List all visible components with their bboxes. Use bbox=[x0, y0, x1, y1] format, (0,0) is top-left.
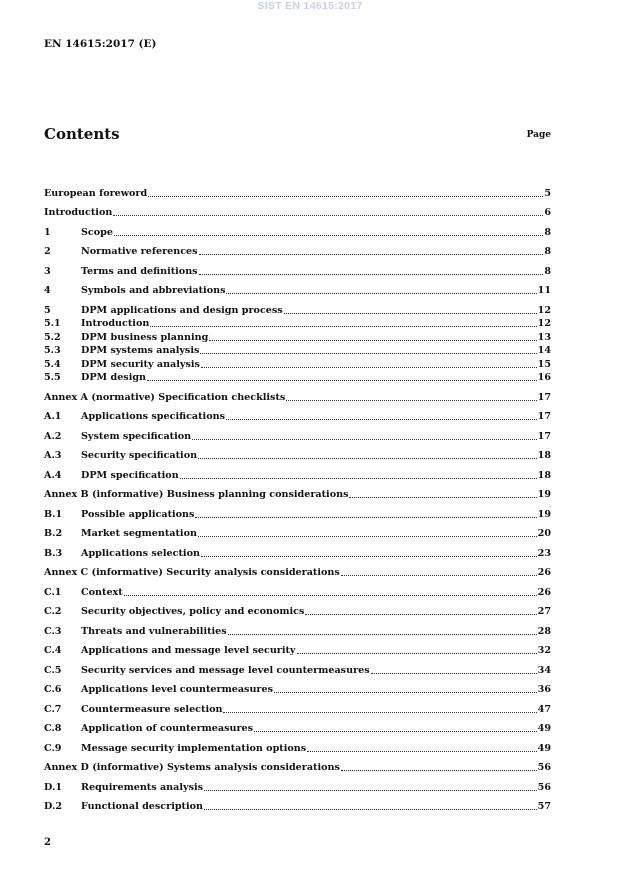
toc-entry-title: Applications level countermeasures bbox=[81, 684, 273, 695]
dot-leader bbox=[223, 712, 536, 713]
dot-leader bbox=[201, 556, 537, 557]
dot-leader bbox=[226, 293, 536, 294]
dot-leader bbox=[114, 235, 543, 236]
toc-entry-number: A.3 bbox=[44, 450, 62, 461]
dot-leader bbox=[150, 326, 536, 327]
toc-entry-number: 5 bbox=[44, 304, 51, 316]
toc-entry-title: Symbols and abbreviations bbox=[81, 285, 226, 296]
toc-entry-title: Security services and message level countermeasures bbox=[81, 664, 370, 676]
toc-entry-page: 17 bbox=[537, 411, 551, 422]
toc-entry-page: 49 bbox=[537, 723, 551, 734]
toc-entry[interactable] bbox=[44, 761, 551, 775]
toc-entry-title: Possible applications bbox=[81, 508, 195, 520]
toc-entry-title: Countermeasure selection bbox=[81, 703, 223, 715]
toc-entry[interactable] bbox=[44, 284, 551, 298]
toc-entry-page: 47 bbox=[537, 703, 551, 715]
toc-entry-title: DPM systems analysis bbox=[81, 345, 200, 356]
toc-entry-number: 5.3 bbox=[44, 345, 61, 356]
toc-entry-number: C.3 bbox=[44, 625, 62, 637]
toc-entry-number: B.1 bbox=[44, 508, 63, 520]
toc-entry-title: DPM specification bbox=[81, 469, 179, 481]
toc-entry[interactable] bbox=[44, 449, 551, 463]
dot-leader bbox=[284, 313, 537, 314]
toc-entry-title: Functional description bbox=[81, 801, 203, 812]
toc-entry[interactable] bbox=[44, 317, 551, 331]
dot-leader bbox=[307, 751, 537, 752]
toc-entry-title: Threats and vulnerabilities bbox=[81, 625, 227, 637]
toc-entry-title: DPM business planning bbox=[81, 331, 209, 343]
dot-leader bbox=[204, 809, 537, 810]
toc-entry-page: 19 bbox=[537, 489, 551, 500]
toc-entry-number: C.9 bbox=[44, 742, 62, 754]
toc-entry-page: 12 bbox=[537, 304, 551, 316]
toc-entry-title: Normative references bbox=[81, 246, 198, 257]
toc-entry[interactable] bbox=[44, 206, 551, 220]
toc-entry-page: 26 bbox=[537, 586, 551, 598]
dot-leader bbox=[371, 673, 537, 674]
toc-entry-number: 5.2 bbox=[44, 331, 61, 343]
toc-entry-title: Application of countermeasures bbox=[81, 723, 254, 734]
contents-heading: Contents bbox=[44, 125, 120, 143]
toc-entry[interactable] bbox=[44, 357, 551, 371]
toc-entry-page: 36 bbox=[537, 684, 551, 695]
toc-entry-number: 3 bbox=[44, 265, 51, 277]
toc-entry-title: Annex A (normative) Specification checklists bbox=[44, 391, 286, 403]
toc-entry[interactable] bbox=[44, 605, 551, 619]
toc-entry[interactable] bbox=[44, 303, 551, 317]
toc-entry-title: Introduction bbox=[81, 318, 150, 329]
toc-entry-title: Terms and definitions bbox=[81, 265, 198, 277]
dot-leader bbox=[148, 196, 543, 197]
toc-entry-page: 8 bbox=[544, 265, 551, 277]
toc-entry-number: A.4 bbox=[44, 469, 62, 481]
dot-leader bbox=[349, 497, 536, 498]
document-id: EN 14615:2017 (E) bbox=[44, 38, 157, 50]
toc-entry-page: 32 bbox=[537, 645, 551, 656]
toc-entry-title: Security objectives, policy and economics bbox=[81, 606, 305, 617]
dot-leader bbox=[147, 380, 537, 381]
toc-entry[interactable] bbox=[44, 800, 551, 814]
toc-entry[interactable] bbox=[44, 488, 551, 502]
toc-entry-number: B.3 bbox=[44, 547, 63, 559]
toc-entry-page: 57 bbox=[537, 801, 551, 812]
toc-entry-page: 19 bbox=[537, 508, 551, 520]
footer-page-number: 2 bbox=[44, 837, 51, 848]
dot-leader bbox=[341, 770, 537, 771]
toc-entry-number: D.2 bbox=[44, 801, 62, 812]
toc-entry[interactable] bbox=[44, 410, 551, 424]
toc-entry-number: 5.5 bbox=[44, 372, 61, 383]
dot-leader bbox=[305, 614, 536, 615]
toc-entry-title: DPM applications and design process bbox=[81, 304, 283, 316]
toc-entry-page: 20 bbox=[537, 528, 551, 539]
toc-entry-page: 56 bbox=[537, 762, 551, 773]
toc-entry-number: 1 bbox=[44, 226, 51, 238]
toc-entry-page: 18 bbox=[537, 450, 551, 461]
toc-entry-title: Applications selection bbox=[81, 547, 200, 559]
dot-leader bbox=[180, 478, 537, 479]
toc-entry-title: Annex C (informative) Security analysis considerations bbox=[44, 567, 340, 578]
toc-entry[interactable] bbox=[44, 780, 551, 794]
toc-entry-page: 18 bbox=[537, 469, 551, 481]
toc-entry-number: C.5 bbox=[44, 664, 62, 676]
toc-entry-title: Applications and message level security bbox=[81, 645, 296, 656]
toc-entry[interactable] bbox=[44, 624, 551, 638]
toc-entry-number: C.4 bbox=[44, 645, 62, 656]
toc-entry-title: Market segmentation bbox=[81, 528, 197, 539]
toc-entry-page: 17 bbox=[537, 430, 551, 442]
toc-entry-page: 12 bbox=[537, 318, 551, 329]
toc-entry-title: Introduction bbox=[44, 207, 113, 218]
toc-entry-page: 23 bbox=[537, 547, 551, 559]
dot-leader bbox=[198, 458, 537, 459]
toc-entry[interactable] bbox=[44, 245, 551, 259]
toc-entry-title: Annex D (informative) Systems analysis considerations bbox=[44, 762, 340, 773]
toc-entry[interactable] bbox=[44, 371, 551, 385]
dot-leader bbox=[195, 517, 536, 518]
toc-entry[interactable] bbox=[44, 225, 551, 239]
dot-leader bbox=[254, 731, 537, 732]
toc-entry[interactable] bbox=[44, 644, 551, 658]
dot-leader bbox=[286, 400, 536, 401]
toc-entry-number: 4 bbox=[44, 285, 51, 296]
toc-entry-title: DPM design bbox=[81, 372, 147, 383]
toc-entry-title: Message security implementation options bbox=[81, 742, 307, 754]
dot-leader bbox=[297, 653, 537, 654]
toc-entry-page: 15 bbox=[537, 358, 551, 370]
toc-entry[interactable] bbox=[44, 186, 551, 200]
toc-entry-number: C.1 bbox=[44, 586, 62, 598]
toc-entry[interactable] bbox=[44, 468, 551, 482]
toc-entry-number: A.1 bbox=[44, 411, 62, 422]
toc-entry-title: System specification bbox=[81, 430, 192, 442]
watermark: SIST EN 14615:2017 bbox=[257, 0, 363, 12]
toc-entry-number: B.2 bbox=[44, 528, 63, 539]
toc-entry-page: 8 bbox=[544, 226, 551, 238]
toc-entry-number: 5.4 bbox=[44, 358, 61, 370]
toc-entry-page: 56 bbox=[537, 781, 551, 793]
dot-leader bbox=[192, 439, 537, 440]
dot-leader bbox=[228, 634, 537, 635]
toc-entry-page: 27 bbox=[537, 606, 551, 617]
toc-entry[interactable] bbox=[44, 722, 551, 736]
toc-entry[interactable] bbox=[44, 429, 551, 443]
toc-entry[interactable] bbox=[44, 330, 551, 344]
page-column-label: Page bbox=[526, 130, 551, 140]
toc-entry-title: DPM security analysis bbox=[81, 358, 200, 370]
toc-entry[interactable] bbox=[44, 344, 551, 358]
toc-entry-page: 28 bbox=[537, 625, 551, 637]
dot-leader bbox=[201, 367, 537, 368]
dot-leader bbox=[274, 692, 537, 693]
dot-leader bbox=[113, 215, 543, 216]
toc-entry[interactable] bbox=[44, 585, 551, 599]
toc-entry-title: Scope bbox=[81, 226, 113, 238]
dot-leader bbox=[198, 536, 537, 537]
toc-entry-page: 26 bbox=[537, 567, 551, 578]
toc-entry-number: D.1 bbox=[44, 781, 62, 793]
toc-entry-page: 11 bbox=[537, 285, 551, 296]
toc-entry-page: 6 bbox=[544, 207, 551, 218]
toc-entry-title: Annex B (informative) Business planning considerations bbox=[44, 489, 349, 500]
toc-entry-title: European foreword bbox=[44, 187, 148, 199]
dot-leader bbox=[199, 274, 544, 275]
dot-leader bbox=[226, 419, 537, 420]
toc-entry-page: 34 bbox=[537, 664, 551, 676]
toc-entry[interactable] bbox=[44, 741, 551, 755]
toc-entry-number: C.7 bbox=[44, 703, 62, 715]
toc-entry-number: A.2 bbox=[44, 430, 62, 442]
dot-leader bbox=[204, 790, 537, 791]
toc-entry-title: Context bbox=[81, 586, 123, 598]
toc-entry[interactable] bbox=[44, 264, 551, 278]
toc-entry-number: C.2 bbox=[44, 606, 62, 617]
toc-entry[interactable] bbox=[44, 527, 551, 541]
toc-entry[interactable] bbox=[44, 546, 551, 560]
toc-entry[interactable] bbox=[44, 663, 551, 677]
toc-entry[interactable] bbox=[44, 390, 551, 404]
toc-entry-page: 5 bbox=[544, 187, 551, 199]
toc-entry-title: Security specification bbox=[81, 450, 198, 461]
toc-entry-page: 13 bbox=[537, 331, 551, 343]
toc-entry[interactable] bbox=[44, 683, 551, 697]
toc-entry-page: 16 bbox=[537, 372, 551, 383]
toc-entry-page: 17 bbox=[537, 391, 551, 403]
dot-leader bbox=[341, 575, 537, 576]
toc-entry-number: 5.1 bbox=[44, 318, 61, 329]
dot-leader bbox=[209, 340, 536, 341]
dot-leader bbox=[124, 595, 537, 596]
table-of-contents bbox=[44, 186, 551, 813]
toc-entry-page: 8 bbox=[544, 246, 551, 257]
toc-entry-title: Requirements analysis bbox=[81, 781, 204, 793]
toc-entry[interactable] bbox=[44, 702, 551, 716]
toc-entry-page: 14 bbox=[537, 345, 551, 356]
toc-entry[interactable] bbox=[44, 507, 551, 521]
dot-leader bbox=[200, 353, 536, 354]
toc-entry-title: Applications specifications bbox=[81, 411, 225, 422]
toc-entry[interactable] bbox=[44, 566, 551, 580]
dot-leader bbox=[199, 254, 544, 255]
toc-entry-page: 49 bbox=[537, 742, 551, 754]
toc-entry-number: 2 bbox=[44, 246, 51, 257]
toc-entry-number: C.6 bbox=[44, 684, 62, 695]
toc-entry-number: C.8 bbox=[44, 723, 62, 734]
